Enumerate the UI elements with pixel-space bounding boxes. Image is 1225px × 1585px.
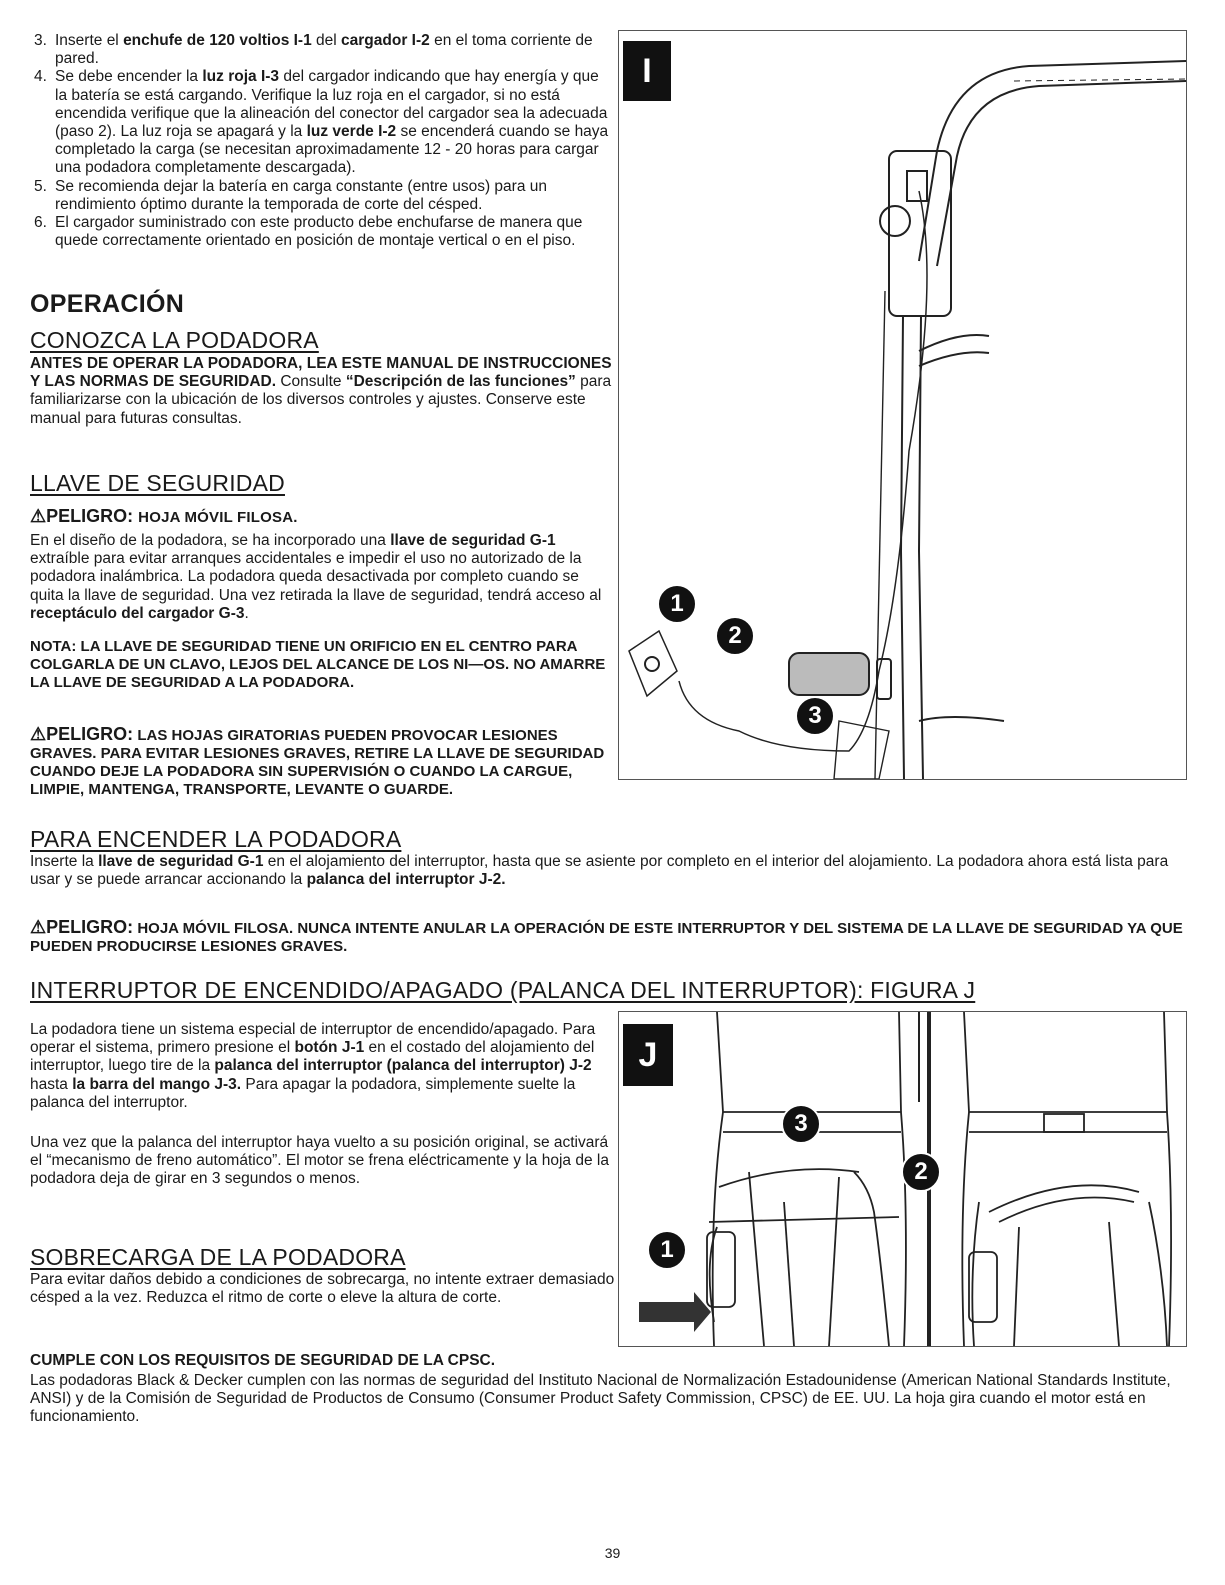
heading-interruptor: INTERRUPTOR DE ENCENDIDO/APAGADO (PALANCA DEL INTERRUPTOR): FIGURA J	[30, 977, 976, 1003]
llave-paragraph: En el diseño de la podadora, se ha incorporado una llave de seguridad G-1 extraíble para evitar arranques accidentales e impedir el uso no autorizado de la podadora inalámbrica. La podadora queda desactivada por completo cuando se quita la llave de seguridad. Una vez retirada la llave de seguridad, tendrá acceso al receptáculo del cargador G-3.	[30, 532, 602, 622]
figure-i-callout-1: 1	[657, 584, 697, 624]
heading-conozca: CONOZCA LA PODADORA	[30, 327, 319, 353]
conozca-paragraph: ANTES DE OPERAR LA PODADORA, LEA ESTE MANUAL DE INSTRUCCIONES Y LAS NORMAS DE SEGURIDAD. Consulte “Descripción de las funciones” para familiarizarse con la ubicación de los diversos controles y ajustes. Conserve este manual para futuras consultas.	[30, 355, 612, 427]
sobrecarga-paragraph: Para evitar daños debido a condiciones de sobrecarga, no intente extraer demasiado césped a la vez. Reduzca el ritmo de corte o eleve la altura de corte.	[30, 1271, 615, 1307]
figure-i	[618, 30, 1187, 780]
llave-warning-2: ⚠PELIGRO: LAS HOJAS GIRATORIAS PUEDEN PROVOCAR LESIONES GRAVES. PARA EVITAR LESIONES GRAVES, RETIRE LA LLAVE DE SEGURIDAD CUANDO DEJE LA PODADORA SIN SUPERVISIÓN O CUANDO LA CARGUE, LIMPIE, MANTENGA, TRANSPORTE, LEVANTE O GUARDE.	[30, 724, 605, 798]
encender-paragraph: Inserte la llave de seguridad G-1 en el alojamiento del interruptor, hasta que se asiente por completo en el interior del alojamiento. La podadora ahora está lista para usar y se puede arrancar accionando la palanca del interruptor J-2.	[30, 853, 1169, 889]
figure-j-callout-3: 3	[781, 1104, 821, 1144]
encender-warning: ⚠PELIGRO: HOJA MÓVIL FILOSA. NUNCA INTENTE ANULAR LA OPERACIÓN DE ESTE INTERRUPTOR Y DEL SISTEMA DE LA LLAVE DE SEGURIDAD YA QUE PUEDEN PRODUCIRSE LESIONES GRAVES.	[30, 917, 1183, 955]
step-5: 5. Se recomienda dejar la batería en carga constante (entre usos) para un rendimiento óptimo durante la temporada de corte del césped.	[34, 177, 547, 213]
cpsc-paragraph: Las podadoras Black & Decker cumplen con las normas de seguridad del Instituto Nacional de Normalización Estadounidense (American National Standards Institute, ANSI) y de la Comisión de Seguridad de Productos de Consumo (Consumer Product Safety Commission, CPSC) de EE. UU. La hoja gira cuando el motor está en funcionamiento.	[30, 1372, 1171, 1426]
heading-llave: LLAVE DE SEGURIDAD	[30, 470, 285, 496]
step-3: 3. Inserte el enchufe de 120 voltios I-1 del cargador I-2 en el toma corriente de pared.	[34, 32, 593, 68]
figure-i-callout-3: 3	[795, 696, 835, 736]
section-title-operacion: OPERACIÓN	[30, 290, 185, 318]
step-4: 4. Se debe encender la luz roja I-3 del cargador indicando que hay energía y que la batería se está cargando. Verifique la luz roja en el cargador, si no está encendida verifique que la alineación del conector del cargador sea la adecuada (paso 2). La luz roja se apagará y la luz verde I-2 se encenderá cuando se haya completado la carga (se necesitan aproximadamente 12 - 20 horas para cargar una podadora completamente descargada).	[34, 68, 609, 177]
heading-sobrecarga: SOBRECARGA DE LA PODADORA	[30, 1244, 406, 1270]
figure-i-callout-2: 2	[715, 616, 755, 656]
figure-j-label: J	[623, 1024, 673, 1086]
interruptor-paragraph-2: Una vez que la palanca del interruptor haya vuelto a su posición original, se activará el “mecanismo de freno automático”. El motor se frena eléctricamente y la hoja de la podadora deja de girar en 3 segundos o menos.	[30, 1134, 609, 1188]
llave-warning: ⚠PELIGRO: HOJA MÓVIL FILOSA.	[30, 506, 298, 526]
page-number: 39	[604, 1545, 621, 1561]
figure-i-illustration	[619, 31, 1186, 779]
figure-i-label: I	[623, 41, 671, 101]
interruptor-paragraph-1: La podadora tiene un sistema especial de interruptor de encendido/apagado. Para operar el sistema, primero presione el botón J-1 en el costado del alojamiento del interruptor, luego tire de la palanca del interruptor (palanca del interruptor) J-2 hasta la barra del mango J-3. Para apagar la podadora, simplemente suelte la palanca del interruptor.	[30, 1021, 596, 1111]
warning-triangle-icon: ⚠	[30, 506, 47, 526]
charging-steps	[30, 32, 615, 250]
heading-cpsc: CUMPLE CON LOS REQUISITOS DE SEGURIDAD DE LA CPSC.	[30, 1352, 496, 1369]
figure-j-callout-1: 1	[647, 1230, 687, 1270]
figure-j-callout-2: 2	[901, 1152, 941, 1192]
heading-encender: PARA ENCENDER LA PODADORA	[30, 826, 402, 852]
warning-triangle-icon: ⚠	[30, 917, 47, 937]
step-6: 6. El cargador suministrado con este producto debe enchufarse de manera que quede correctamente orientado en posición de montaje vertical o en el piso.	[34, 214, 583, 250]
llave-nota: NOTA: LA LLAVE DE SEGURIDAD TIENE UN ORIFICIO EN EL CENTRO PARA COLGARLA DE UN CLAVO, LEJOS DEL ALCANCE DE LOS NI—OS. NO AMARRE LA LLAVE DE SEGURIDAD A LA PODADORA.	[30, 638, 606, 691]
figure-j	[618, 1011, 1187, 1347]
warning-triangle-icon: ⚠	[30, 724, 47, 744]
